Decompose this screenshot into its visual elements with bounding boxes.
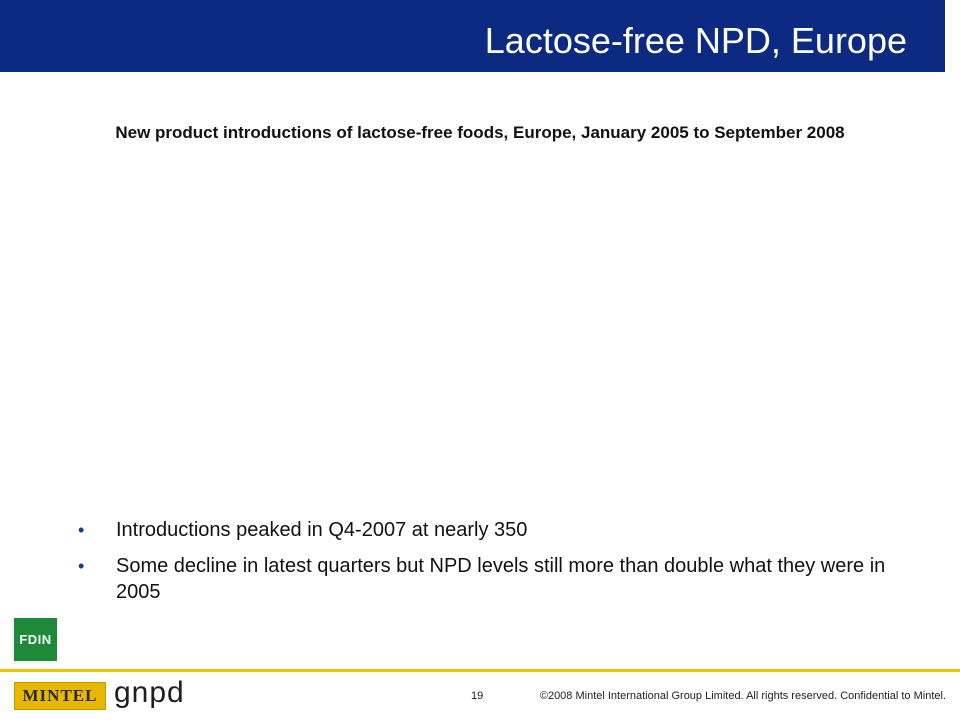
mintel-logo: MINTEL xyxy=(14,682,106,710)
chart-subtitle: New product introductions of lactose-free foods, Europe, January 2005 to September 2008 xyxy=(115,123,845,142)
bullet-item xyxy=(78,553,918,605)
bullet-text: Some decline in latest quarters but NPD levels still more than double what they were in 2005 xyxy=(116,555,886,603)
gnpd-logo: gnpd xyxy=(114,676,185,709)
bullet-list xyxy=(78,517,918,615)
slide-title: Lactose-free NPD, Europe xyxy=(484,20,907,61)
copyright-notice: ©2008 Mintel International Group Limited. All rights reserved. Confidential to Mintel. xyxy=(539,690,946,702)
bullet-text: Introductions peaked in Q4-2007 at nearly 350 xyxy=(116,519,528,541)
page-number: 19 xyxy=(471,690,484,702)
chart-placeholder-area xyxy=(20,160,940,500)
title-bar xyxy=(0,0,945,72)
bullet-item xyxy=(78,517,918,543)
bullet-dot-icon: • xyxy=(78,556,85,576)
fdin-logo: FDIN xyxy=(14,618,57,661)
bullet-dot-icon: • xyxy=(78,520,85,540)
footer-divider xyxy=(0,669,960,672)
